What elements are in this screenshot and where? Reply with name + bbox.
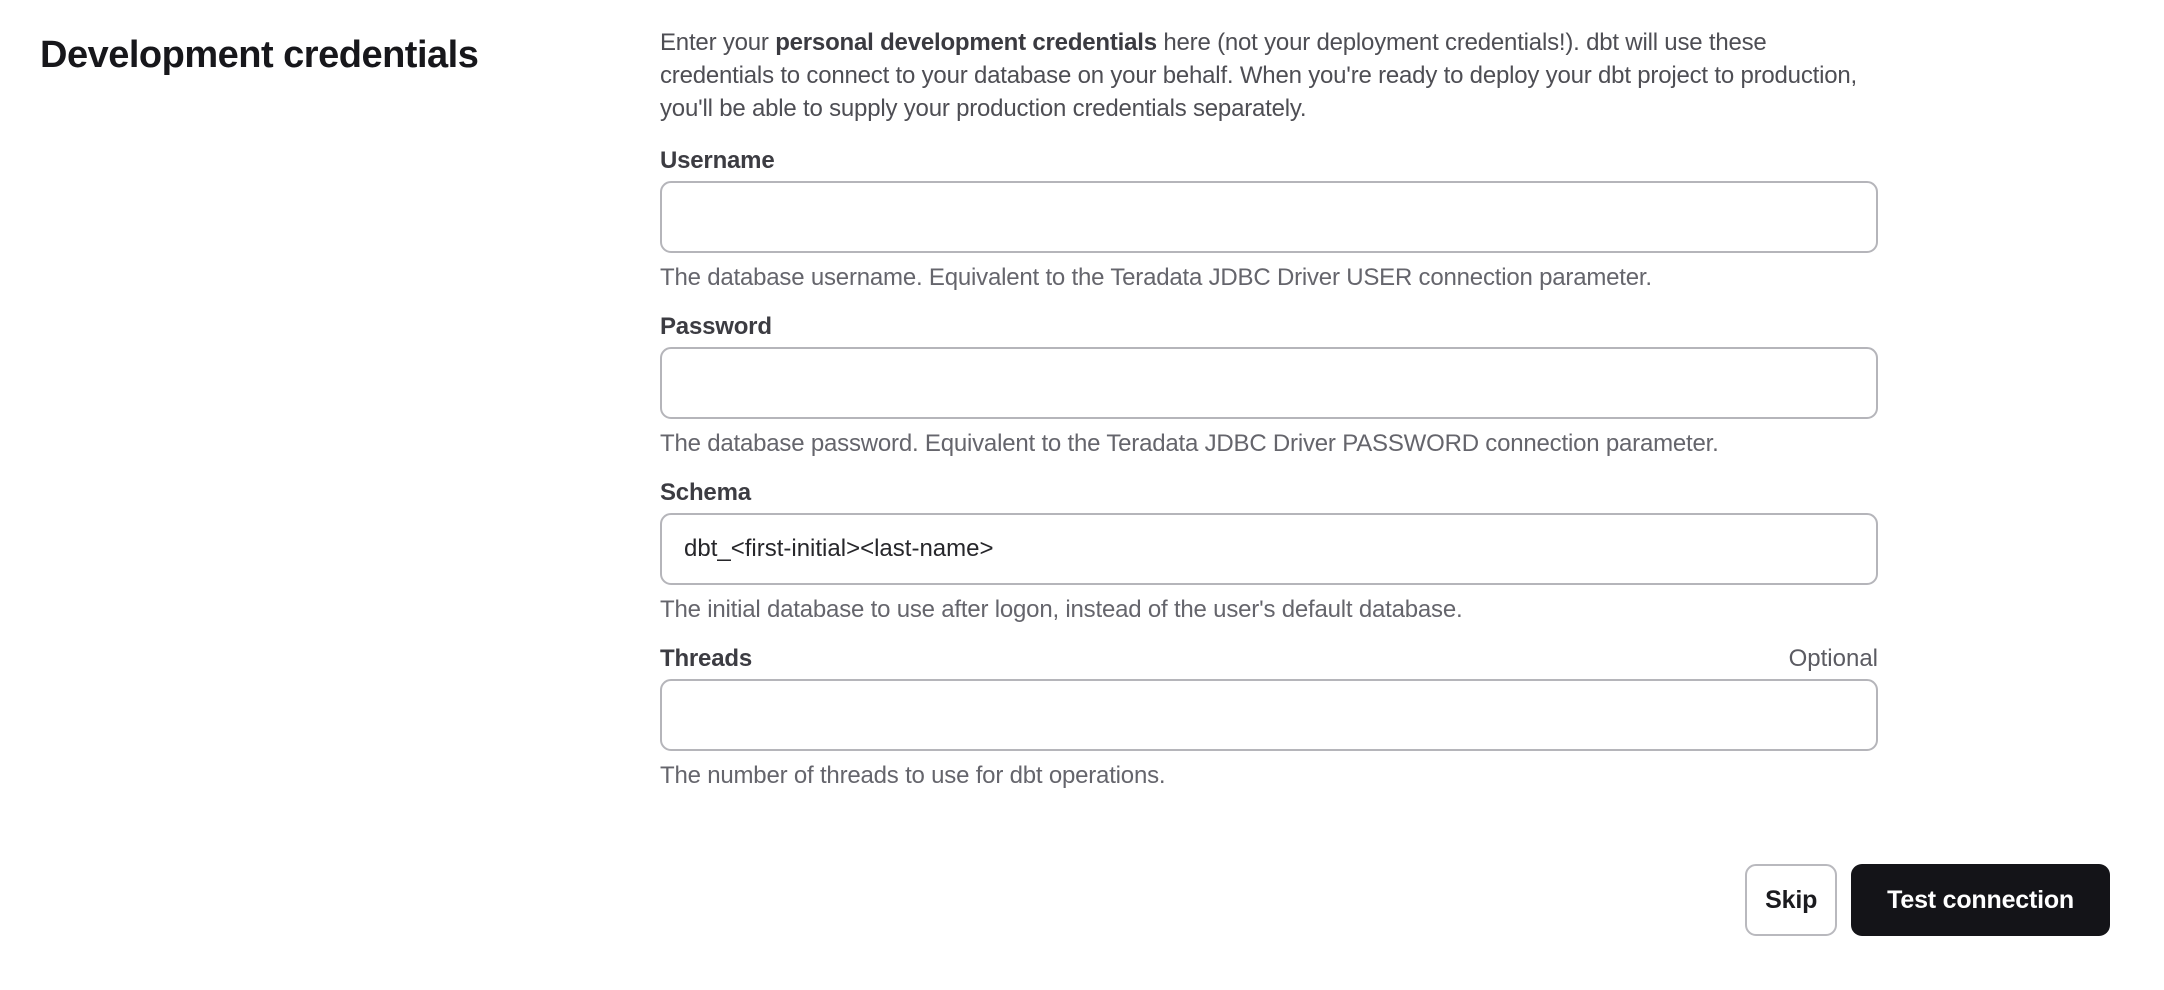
username-input[interactable]: [660, 181, 1878, 253]
username-label: Username: [660, 147, 775, 174]
schema-helper: The initial database to use after logon, instead of the user's default database.: [660, 596, 1463, 623]
threads-label: Threads: [660, 645, 752, 672]
password-field: [660, 315, 1878, 457]
page-title: Development credentials: [40, 34, 479, 76]
threads-helper: The number of threads to use for dbt operations.: [660, 762, 1166, 789]
password-label: Password: [660, 313, 772, 340]
action-bar: [1745, 864, 2110, 936]
username-field: [660, 149, 1878, 291]
threads-field: [660, 647, 1878, 789]
password-helper: The database password. Equivalent to the Teradata JDBC Driver PASSWORD connection parameter.: [660, 430, 1719, 457]
password-input[interactable]: [660, 347, 1878, 419]
schema-input[interactable]: [660, 513, 1878, 585]
intro-text-after: here (not your deployment credentials!). dbt will use these credentials to connect to your database on your behalf. When you're ready to deploy your dbt project to production, you'll be able to supply your production credentials separately.: [660, 29, 1857, 122]
credentials-form: [660, 26, 1878, 789]
username-helper: The database username. Equivalent to the Teradata JDBC Driver USER connection parameter.: [660, 264, 1652, 291]
intro-text-before: Enter your: [660, 29, 776, 56]
intro-paragraph: [660, 26, 1878, 125]
test-connection-button[interactable]: Test connection: [1851, 864, 2110, 936]
skip-button[interactable]: Skip: [1745, 864, 1837, 936]
threads-optional-badge: Optional: [1788, 645, 1878, 672]
threads-input[interactable]: [660, 679, 1878, 751]
intro-bold-text: personal development credentials: [775, 29, 1157, 56]
schema-field: [660, 481, 1878, 623]
schema-label: Schema: [660, 479, 751, 506]
